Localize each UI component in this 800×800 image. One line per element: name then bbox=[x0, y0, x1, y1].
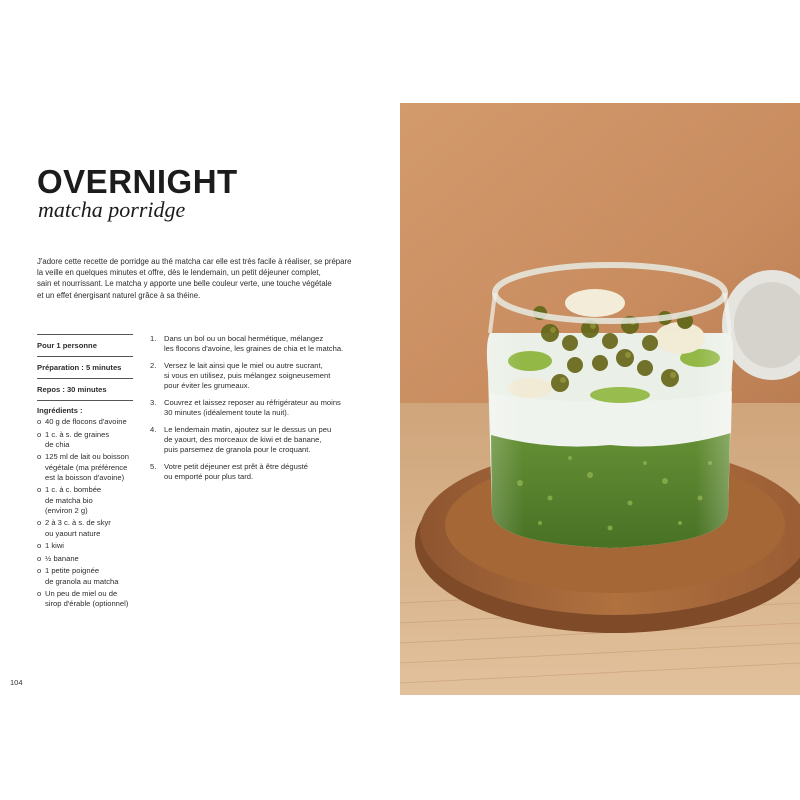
steps-list bbox=[150, 334, 380, 489]
ingredient-item bbox=[37, 485, 133, 516]
servings: Pour 1 personne bbox=[37, 334, 133, 356]
rest-time: Repos : 30 minutes bbox=[37, 378, 133, 400]
ingredient-text: de matcha bio bbox=[45, 495, 93, 505]
step-item bbox=[150, 425, 380, 456]
intro-line: et un effet énergisant naturel grâce à sa théine. bbox=[37, 290, 201, 300]
ingredients-heading: Ingrédients : bbox=[37, 400, 133, 415]
intro-line: la veille en quelques minutes et offre, dès le lendemain, un petit déjeuner complet, bbox=[37, 268, 321, 278]
ingredient-text: Un peu de miel ou de bbox=[45, 589, 118, 599]
ingredient-text: 40 g de flocons d'avoine bbox=[45, 417, 127, 426]
step-item bbox=[150, 361, 380, 392]
step-item bbox=[150, 398, 380, 418]
ingredients-list bbox=[37, 417, 133, 610]
ingredient-item bbox=[37, 518, 133, 538]
bullet-icon: o bbox=[37, 553, 42, 563]
step-number: 1. bbox=[150, 334, 157, 343]
preparation-time: Préparation : 5 minutes bbox=[37, 356, 133, 378]
ingredient-text: ½ banane bbox=[45, 553, 79, 563]
bullet-icon: o bbox=[37, 485, 42, 495]
ingredient-text: ou yaourt nature bbox=[45, 528, 101, 538]
recipe-title: OVERNIGHT bbox=[37, 163, 238, 200]
ingredient-text: de granola au matcha bbox=[45, 576, 119, 586]
ingredient-text: de chia bbox=[45, 439, 70, 449]
banana-slice bbox=[565, 289, 625, 317]
ingredient-item bbox=[37, 417, 133, 427]
step-number: 5. bbox=[150, 462, 157, 472]
step-item bbox=[150, 462, 380, 482]
ingredient-item bbox=[37, 541, 133, 551]
ingredient-text: (environ 2 g) bbox=[45, 505, 88, 515]
bullet-icon: o bbox=[37, 566, 42, 576]
bullet-icon: o bbox=[37, 429, 42, 439]
step-number: 3. bbox=[150, 398, 157, 408]
step-text: puis parsemez de granola pour le croquant. bbox=[164, 445, 311, 455]
ingredient-text: 1 kiwi bbox=[45, 541, 64, 551]
recipe-info-column bbox=[37, 334, 133, 612]
step-text: ou emporté pour plus tard. bbox=[164, 472, 254, 482]
bullet-icon: o bbox=[37, 541, 42, 551]
step-text: Votre petit déjeuner est prêt à être dégusté bbox=[164, 462, 308, 472]
intro-line: J'adore cette recette de porridge au thé matcha car elle est très facile à réaliser, se prépare bbox=[37, 257, 352, 266]
ingredient-text: sirop d'érable (optionnel) bbox=[45, 599, 129, 609]
bullet-icon: o bbox=[37, 417, 42, 426]
step-number: 2. bbox=[150, 360, 157, 370]
step-text: Couvrez et laissez reposer au réfrigérateur au moins bbox=[164, 398, 341, 408]
step-text: les flocons d'avoine, les graines de chia et le matcha. bbox=[164, 344, 344, 354]
step-text: Le lendemain matin, ajoutez sur le dessus un peu bbox=[164, 424, 332, 434]
bullet-icon: o bbox=[37, 452, 42, 462]
page-number: 104 bbox=[10, 678, 23, 687]
ingredient-text: 1 c. à s. de graines bbox=[45, 429, 110, 439]
recipe-photo bbox=[400, 103, 800, 695]
ingredient-item bbox=[37, 566, 133, 586]
bullet-icon: o bbox=[37, 589, 42, 599]
step-text: 30 minutes (idéalement toute la nuit). bbox=[164, 408, 289, 418]
ingredient-text: 1 c. à c. bombée bbox=[45, 485, 102, 495]
ingredient-item bbox=[37, 589, 133, 609]
intro-paragraph bbox=[37, 256, 367, 301]
ingredient-text: 125 ml de lait ou boisson bbox=[45, 452, 130, 462]
ingredient-text: est la boisson d'avoine) bbox=[45, 472, 125, 482]
step-text: Versez le lait ainsi que le miel ou autre sucrant, bbox=[164, 360, 323, 370]
step-number: 4. bbox=[150, 424, 157, 434]
step-text: si vous en utilisez, puis mélangez soigneusement bbox=[164, 371, 331, 381]
step-text: Dans un bol ou un bocal hermétique, mélangez bbox=[164, 334, 324, 343]
ingredient-text: 1 petite poignée bbox=[45, 566, 100, 576]
ingredient-item bbox=[37, 452, 133, 483]
bullet-icon: o bbox=[37, 518, 42, 528]
ingredient-text: 2 à 3 c. à s. de skyr bbox=[45, 518, 111, 528]
ingredient-text: végétale (ma préférence bbox=[45, 462, 128, 472]
recipe-subtitle: matcha porridge bbox=[38, 197, 186, 222]
step-text: pour éviter les grumeaux. bbox=[164, 381, 250, 391]
ingredient-item bbox=[37, 430, 133, 450]
step-item bbox=[150, 334, 380, 354]
step-text: de yaourt, des morceaux de kiwi et de banane, bbox=[164, 435, 322, 445]
intro-line: sain et nourrissant. Le matcha y apporte une belle couleur verte, une touche végétale bbox=[37, 279, 332, 289]
ingredient-item bbox=[37, 554, 133, 564]
